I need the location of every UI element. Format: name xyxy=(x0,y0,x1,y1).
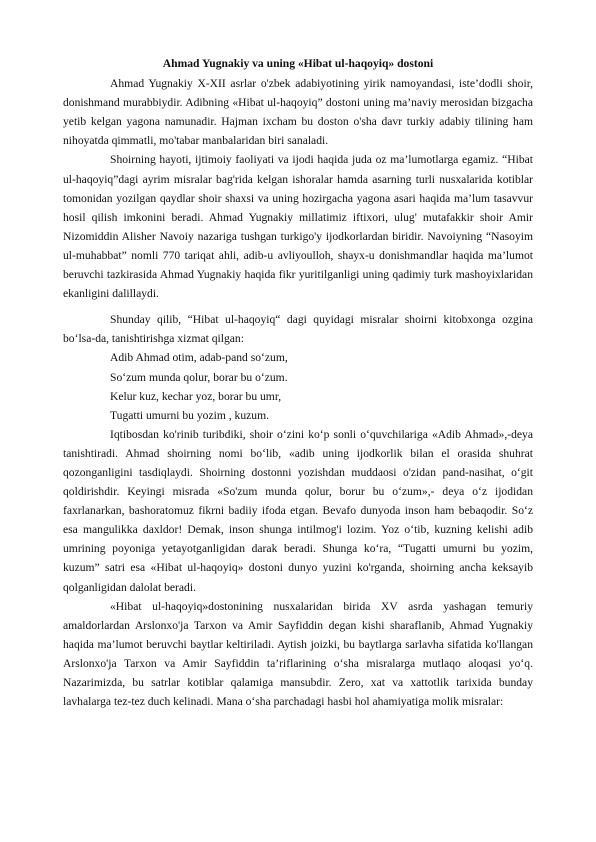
paragraph-verse-intro: Shunday qilib, “Hibat ul-haqoyiq“ dagi quyidagi misralar shoirni kitobxonga ozgina bo‘lsa-da, tanishtirishga xizmat qilgan: xyxy=(63,313,533,346)
paragraph-manuscripts: «Hibat ul-haqoyiq»dostonining nusxalaridan birida XV asrda yashagan temuriy amaldorlardan Arslonxo'ja Tarxon va Amir Sayfiddin degan kishi sharaflanib, Ahmad Yugnakiy haqida ma’lumot beruvchi baytlar keltiriladi. Aytish joizki, bu baytlarga sarlavha sifatida ko'llangan Arslonxo'ja Tarxon va Amir Sayfiddin ta’riflarining o‘sha misralarga mutlaqo aloqasi yo‘q. Nazarimizda, bu satrlar kotiblar qalamiga mansubdir. Zero, xat va xattotlik tarixida bunday lavhalarga tez-tez duch kelinadi. Mana o‘sha parchadagi hasbi hol ahamiyatiga molik misralar: xyxy=(63,599,533,709)
verse-line: Adib Ahmad otim, adab-pand so‘zum, xyxy=(110,351,288,365)
paragraph-intro: Ahmad Yugnakiy X-XII asrlar o'zbek adabiyotining yirik namoyandasi, iste’dodli shoir, donishmand murabbiydir. Adibning «Hibat ul-haqoyiq” dostoni uning ma’naviy merosidan bizgacha yetib kelgan yagona namunadir. Hajman ixcham bu doston o'sha davr turkiy adabiy tilining ham nihoyatda qimmatli, mo'tabar manbalaridan biri sanaladi. xyxy=(63,77,533,148)
paragraph-biography: Shoirning hayoti, ijtimoiy faoliyati va ijodi haqida juda oz ma’lumotlarga egamiz. “Hibat ul-haqoyiq”dagi ayrim misralar bag'rida kelgan ishoralar hamda asarning turli nusxalarida kotiblar tomonidan yozilgan qaydlar shoir shaxsi va uning hozirgacha yagona asari haqida ma’lum tasavvur hosil qilish imkonini beradi. Ahmad Yugnakiy millatimiz iftixori, ulug' mutafakkir shoir Amir Nizomiddin Alisher Navoiy nazariga tushgan turkigo'y ijodkorlardan biridir. Navoiyning “Nasoyim ul-muhabbat” nomli 770 tariqat ahli, adib-u avliyoulloh, shayx-u donishmandlar haqida ma’lumot beruvchi tazkirasida Ahmad Yugnakiy haqida fikr yuritilganligi uning qadimiy turk mashoyixlaridan ekanligini dalillaydi. xyxy=(63,153,533,301)
document-title: Ahmad Yugnakiy va uning «Hibat ul-haqoyiq» dostoni xyxy=(162,57,434,70)
verse-line: So‘zum munda qolur, borar bu o‘zum. xyxy=(110,370,288,384)
paragraph-analysis: Iqtibosdan ko'rinib turibdiki, shoir o‘zini ko‘p sonli o‘quvchilariga «Adib Ahmad»,-deya tanishtiradi. Ahmad shoirning nomi bo‘lib, «adib uning ijodkorlik bilan el orasida shuhrat qozonganligini tasdiqlaydi. Shoirning dostonni yozishdan muddaosi o'zidan pand-nasihat, o‘git qoldirishdir. Keyingi misrada «So'zum munda qolur, borur bu o‘zum»,- deya o‘z ijodidan faxrlanarkan, bashoratomuz fikrni badiiy ifoda etgan. Bevafo dunyoda inson ham bebaqodir. So‘z esa mangulikka daxldor! Demak, inson shunga intilmog'i lozim. Yoz o‘tib, kuzning kelishi adib umrining poyoniga yetayotganligidan darak beradi. Shunga ko‘ra, “Tugatti umurni bu yozim, kuzum” satri esa «Hibat ul-haqoyiq» dostoni dunyo yuzini ko'rganda, shoirning ancha keksayib qolganligidan dalolat beradi. xyxy=(63,427,533,594)
verse-line: Tugatti umurni bu yozim , kuzum. xyxy=(110,408,269,422)
document-page xyxy=(63,54,533,711)
verse-line: Kelur kuz, kechar yoz, borar bu umr, xyxy=(110,389,282,403)
verse-block xyxy=(63,348,533,424)
